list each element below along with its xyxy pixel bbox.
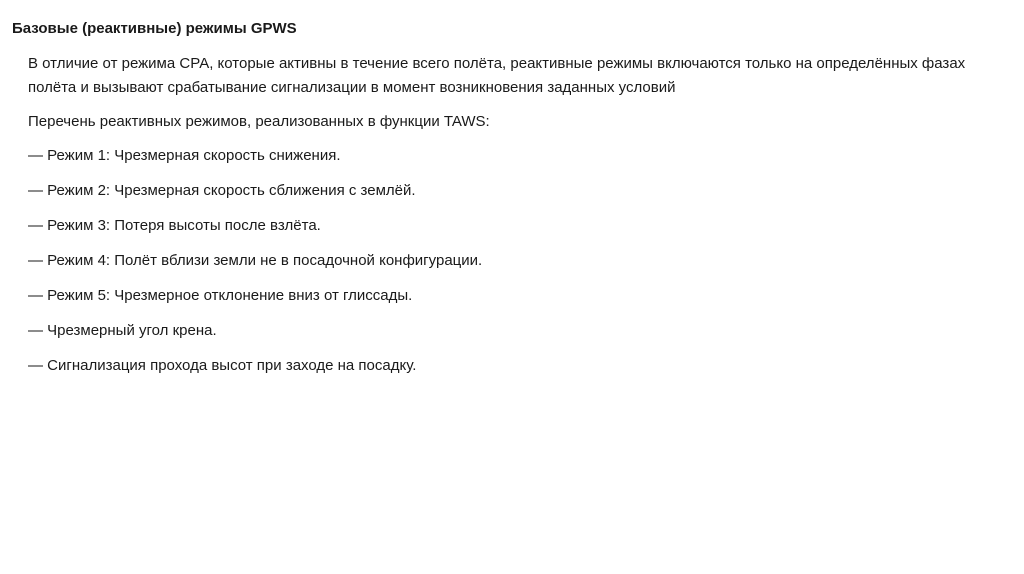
list-item-mode-2: — Режим 2: Чрезмерная скорость сближения с землёй.	[28, 182, 416, 199]
list-item-mode-4: — Режим 4: Полёт вблизи земли не в посадочной конфигурации.	[28, 252, 483, 269]
list-item-mode-3: — Режим 3: Потеря высоты после взлёта.	[28, 217, 321, 234]
intro-paragraph: В отличие от режима СРА, которые активны в течение всего полёта, реактивные режимы включаются только на определённых фазах полёта и вызывают срабатывание сигнализации в момент возникновения заданных условий	[28, 55, 966, 96]
list-item-mode-1: — Режим 1: Чрезмерная скорость снижения.	[28, 147, 341, 164]
list-heading: Перечень реактивных режимов, реализованных в функции TAWS:	[28, 113, 490, 130]
list-item-altitude-callouts: — Сигнализация прохода высот при заходе на посадку.	[28, 357, 417, 374]
slide-title: Базовые (реактивные) режимы GPWS	[12, 20, 297, 37]
slide-body	[28, 52, 1008, 389]
list-item-bank-angle: — Чрезмерный угол крена.	[28, 322, 217, 339]
mode-list	[28, 144, 1008, 378]
list-item-mode-5: — Режим 5: Чрезмерное отклонение вниз от глиссады.	[28, 287, 413, 304]
